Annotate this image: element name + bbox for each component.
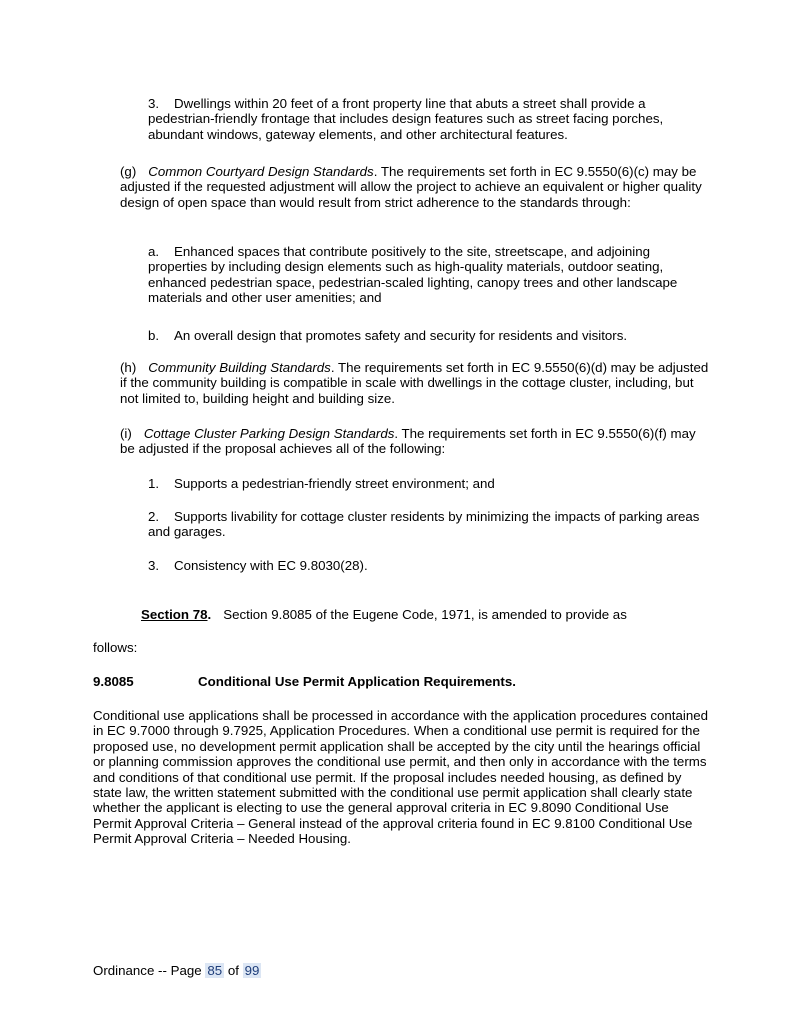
paragraph-9-8085: Conditional use applications shall be processed in accordance with the application procedures contained in EC 9.7000 through 9.7925, Application Procedures. When a conditional use permit is required for the proposed use, no development permit application shall be accepted by the city until the hearings official or planning commission approves the conditional use permit, and then only in accordance with the terms and conditions of that conditional use permit. If the proposal includes needed housing, as defined by state law, the written statement submitted with the conditional use permit application shall clearly state whether the applicant is electing to use the general approval criteria in EC 9.8090 Conditional Use Permit Approval Criteria – General instead of the approval criteria found in EC 9.8100 Conditional Use Permit Approval Criteria – Needed Housing.: [93, 708, 709, 847]
item-g-text: . The requirements set forth in EC 9.5550(6)(c) may be adjusted if the requested adjustment will allow the project to achieve an equivalent or higher quality design of open space than would result from strict adherence to the standards through:: [120, 164, 702, 210]
footer-total-pages: 99: [244, 963, 260, 978]
section-78-label: Section 78: [141, 607, 208, 622]
item-i-1: [148, 476, 708, 491]
item-g-b-overall-design: [148, 328, 708, 343]
heading-9-8085: [93, 674, 713, 689]
section-78-punct: .: [207, 607, 212, 622]
section-78-line: [141, 607, 711, 622]
footer-page-number: 85: [207, 963, 223, 978]
item-3-dwellings: [148, 96, 708, 142]
item-i-1-text: Supports a pedestrian-friendly street environment; and: [174, 476, 495, 491]
item-i-parking-design: [120, 426, 710, 457]
item-h-label: (h): [120, 360, 137, 375]
item-h-title: Community Building Standards: [148, 360, 331, 375]
item-i-1-number: 1.: [148, 476, 160, 491]
item-i-2-text: Supports livability for cottage cluster residents by minimizing the impacts of parking areas and garages.: [148, 509, 700, 540]
page-footer: [93, 963, 493, 978]
section-78-text: Section 9.8085 of the Eugene Code, 1971, is amended to provide as: [223, 607, 627, 622]
item-3-text: Dwellings within 20 feet of a front property line that abuts a street shall provide a pedestrian-friendly frontage that includes design features such as street facing porches, abundant windows, gateway elements, and other architectural features.: [148, 96, 664, 142]
item-i-label: (i): [120, 426, 132, 441]
item-g-label: (g): [120, 164, 137, 179]
item-i-text: . The requirements set forth in EC 9.5550(6)(f) may be adjusted if the proposal achieves all of the following:: [120, 426, 696, 457]
item-g-b-number: b.: [148, 328, 160, 343]
heading-code: 9.8085: [93, 674, 134, 689]
item-g-a-text: Enhanced spaces that contribute positively to the site, streetscape, and adjoining properties by including design elements such as high-quality materials, outdoor seating, enhanced pedestrian space, pedestrian-scaled lighting, canopy trees and other landscape materials and other user amenities; and: [148, 244, 678, 306]
section-78-continuation: follows:: [93, 640, 138, 655]
item-i-title: Cottage Cluster Parking Design Standards: [143, 426, 395, 441]
footer-prefix: Ordinance -- Page: [93, 963, 202, 978]
item-g-b-text: An overall design that promotes safety and security for residents and visitors.: [174, 328, 628, 343]
item-g-title: Common Courtyard Design Standards: [148, 164, 374, 179]
item-h-text: . The requirements set forth in EC 9.5550(6)(d) may be adjusted if the community building is compatible in scale with dwellings in the cottage cluster, including, but not limited to, building height and building size.: [120, 360, 709, 406]
item-i-2-number: 2.: [148, 509, 160, 524]
footer-of-label: of: [227, 963, 239, 978]
item-i-3: [148, 558, 708, 573]
heading-title: Conditional Use Permit Application Requirements.: [198, 674, 516, 689]
item-g-a-enhanced-spaces: [148, 244, 708, 306]
item-h-community-building: [120, 360, 710, 406]
item-i-3-text: Consistency with EC 9.8030(28).: [174, 558, 368, 573]
item-g-a-number: a.: [148, 244, 160, 259]
item-g-common-courtyard: [120, 164, 710, 210]
item-i-3-number: 3.: [148, 558, 160, 573]
item-i-2: [148, 509, 708, 540]
item-3-number: 3.: [148, 96, 160, 111]
